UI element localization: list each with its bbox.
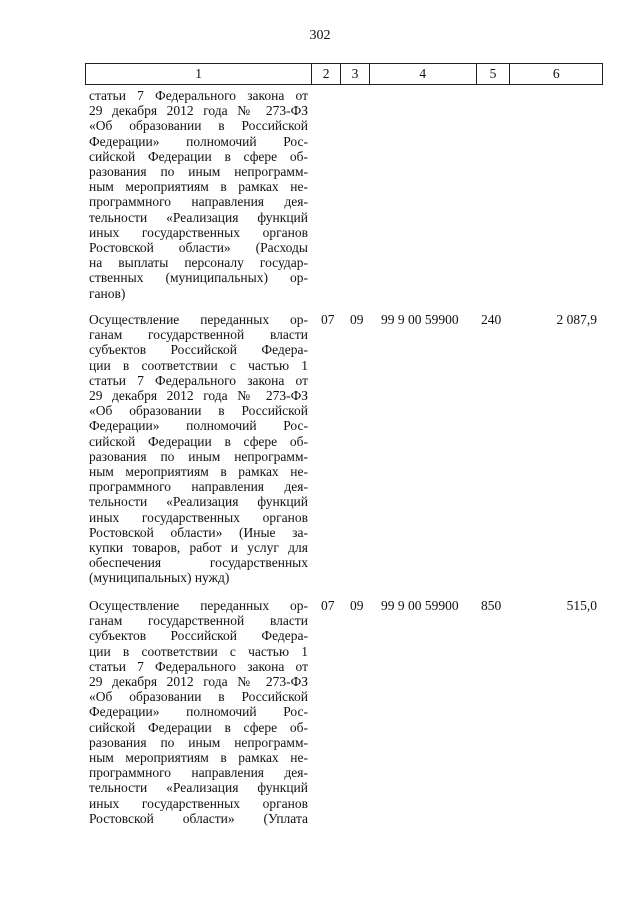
- cell-section: 07: [321, 312, 335, 327]
- header-col-3: 3: [341, 64, 370, 84]
- description-line: разования по иным непрограмм-: [89, 734, 308, 750]
- description-line: ным мероприятиям в рамках не-: [89, 179, 308, 195]
- description-line: обеспечения государственных: [89, 555, 308, 571]
- description-line: субъектов Российской Федера-: [89, 628, 308, 644]
- description-line: разования по иным непрограмм-: [89, 448, 308, 464]
- header-col-4: 4: [370, 64, 477, 84]
- description-line: тельности «Реализация функций: [89, 209, 308, 225]
- row-description: [89, 88, 308, 301]
- row-description: [89, 598, 308, 826]
- description-line: купки товаров, работ и услуг для: [89, 540, 308, 556]
- description-line: «Об образовании в Российской: [89, 118, 308, 134]
- description-line: тельности «Реализация функций: [89, 494, 308, 510]
- description-line: 29 декабря 2012 года № 273-ФЗ: [89, 103, 308, 119]
- description-line: Ростовской области» (Иные за-: [89, 524, 308, 540]
- description-line: «Об образовании в Российской: [89, 689, 308, 705]
- cell-amount: 515,0: [566, 598, 597, 613]
- description-line: Федерации» полномочий Рос-: [89, 133, 308, 149]
- description-line: программного направления дея-: [89, 765, 308, 781]
- description-line: статьи 7 Федерального закона от: [89, 658, 308, 674]
- description-line: программного направления дея-: [89, 194, 308, 210]
- description-line: «Об образовании в Российской: [89, 403, 308, 419]
- description-line: Федерации» полномочий Рос-: [89, 704, 308, 720]
- description-line: Ростовской области» (Расходы: [89, 240, 308, 256]
- row-description: [89, 312, 308, 586]
- description-line: 29 декабря 2012 года № 273-ФЗ: [89, 674, 308, 690]
- cell-section: 07: [321, 598, 335, 613]
- description-line: Федерации» полномочий Рос-: [89, 418, 308, 434]
- description-line: ции в соответствии с частью 1: [89, 643, 308, 659]
- description-line: 29 декабря 2012 года № 273-ФЗ: [89, 388, 308, 404]
- description-line: ганам государственной власти: [89, 327, 308, 343]
- description-line: статьи 7 Федерального закона от: [89, 372, 308, 388]
- table-header: [85, 63, 603, 85]
- description-line: ным мероприятиям в рамках не-: [89, 464, 308, 480]
- description-line: иных государственных органов: [89, 795, 308, 811]
- description-line: тельности «Реализация функций: [89, 780, 308, 796]
- cell-subsection: 09: [350, 312, 364, 327]
- header-col-5: 5: [477, 64, 511, 84]
- description-line: ции в соответствии с частью 1: [89, 357, 308, 373]
- description-line: Ростовской области» (Уплата: [89, 810, 308, 826]
- cell-target-article: 99 9 00 59900: [381, 598, 459, 613]
- page-number: 302: [309, 28, 331, 43]
- description-line: статьи 7 Федерального закона от: [89, 88, 308, 103]
- description-line: ным мероприятиям в рамках не-: [89, 750, 308, 766]
- description-line: ганам государственной власти: [89, 613, 308, 629]
- header-col-2: 2: [312, 64, 341, 84]
- header-col-6: 6: [552, 66, 560, 81]
- description-line: на выплаты персоналу государ-: [89, 255, 308, 271]
- cell-amount: 2 087,9: [556, 312, 597, 327]
- description-line: программного направления дея-: [89, 479, 308, 495]
- description-line: сийской Федерации в сфере об-: [89, 433, 308, 449]
- description-line: ственных (муниципальных) ор-: [89, 270, 308, 286]
- description-line: сийской Федерации в сфере об-: [89, 719, 308, 735]
- description-line: ганов): [89, 285, 126, 301]
- cell-expense-type: 240: [481, 312, 502, 327]
- description-line: Осуществление переданных ор-: [89, 312, 308, 327]
- description-line: сийской Федерации в сфере об-: [89, 148, 308, 164]
- description-line: субъектов Российской Федера-: [89, 342, 308, 358]
- description-line: Осуществление переданных ор-: [89, 598, 308, 613]
- description-line: разования по иным непрограмм-: [89, 164, 308, 180]
- description-line: иных государственных органов: [89, 509, 308, 525]
- cell-target-article: 99 9 00 59900: [381, 312, 459, 327]
- description-line: (муниципальных) нужд): [89, 570, 230, 586]
- description-line: иных государственных органов: [89, 224, 308, 240]
- header-col-1: 1: [86, 64, 312, 84]
- cell-subsection: 09: [350, 598, 364, 613]
- cell-expense-type: 850: [481, 598, 502, 613]
